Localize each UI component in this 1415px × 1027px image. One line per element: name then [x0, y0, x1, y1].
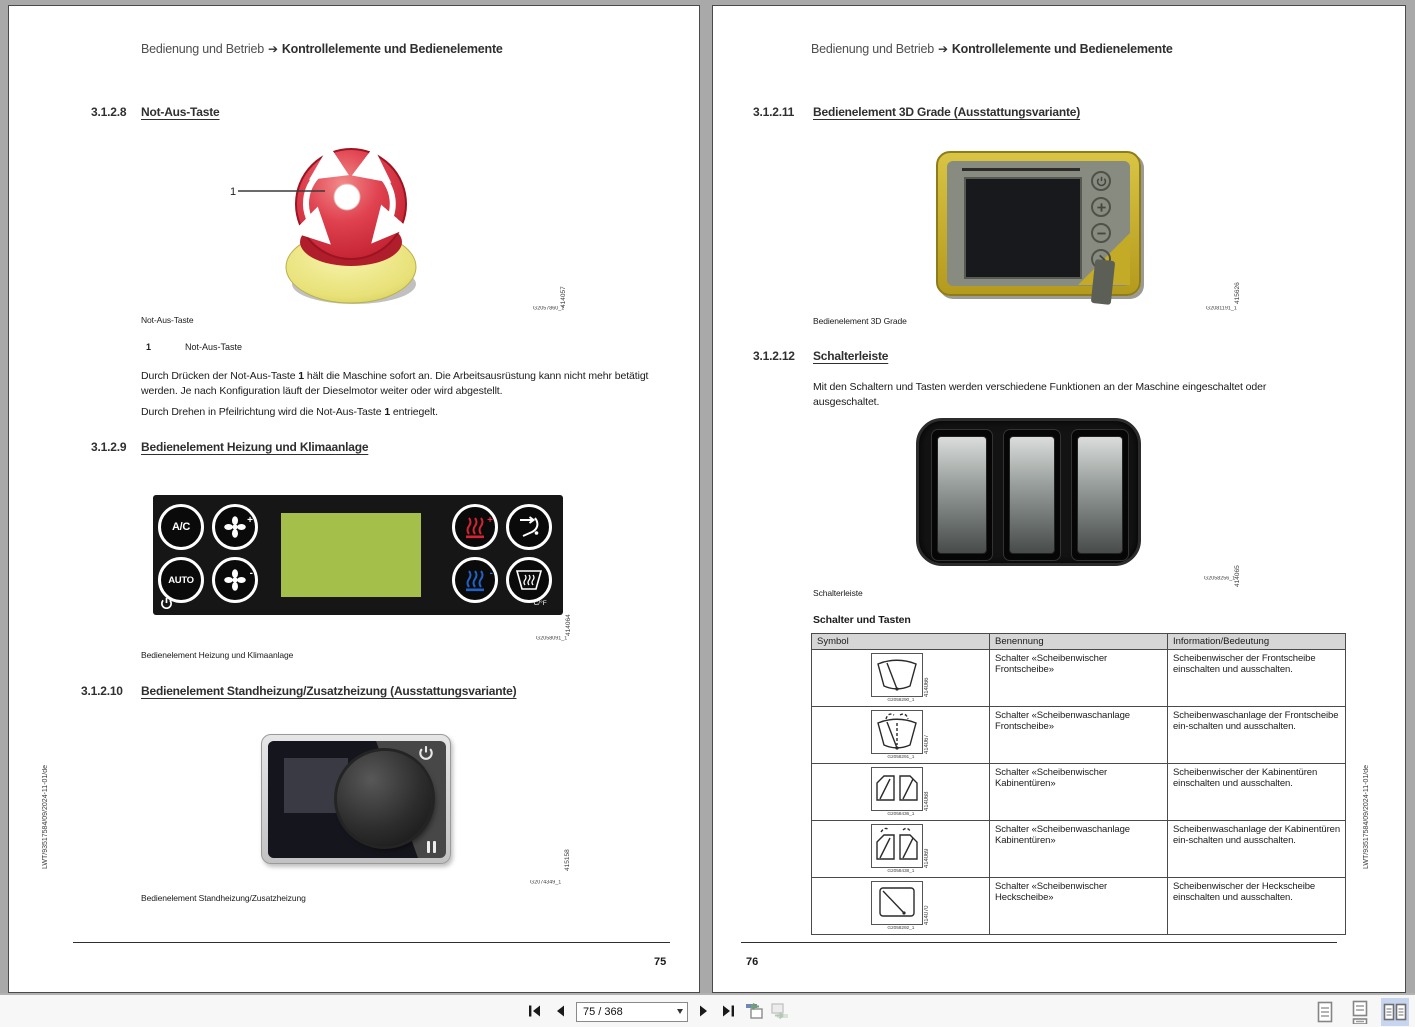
fan-icon — [223, 515, 247, 539]
previous-view-button[interactable] — [742, 999, 766, 1023]
table-row: 414067 G2058291_1 Schalter «Scheibenwaschanlage Frontscheibe» Scheibenwaschanlage der Frontscheibe ein-schalten und ausschalten. — [812, 707, 1346, 764]
washer-front-symbol — [871, 710, 923, 754]
page-title: Kontrollelemente und Bedienelemente — [281, 42, 503, 56]
switch-info: Scheibenwischer der Kabinentüren einschalten und ausschalten. — [1168, 764, 1346, 821]
figure-caption: Bedienelement Standheizung/Zusatzheizung — [141, 893, 306, 903]
section-number: 3.1.2.11 — [753, 105, 795, 119]
table-row: 414070 G2058292_1 Schalter «Scheibenwischer Heckscheibe» Scheibenwischer der Heckscheibe einschalten und ausschalten. — [812, 878, 1346, 935]
hvac-control-panel-image — [153, 495, 563, 615]
document-page-right — [712, 5, 1406, 993]
air-direction-button — [506, 504, 552, 550]
breadcrumb — [141, 42, 503, 56]
breadcrumb — [811, 42, 1173, 56]
wiper-front-symbol — [871, 653, 923, 697]
continuous-view-icon — [1352, 1000, 1368, 1024]
paragraph — [141, 369, 667, 398]
figure-code: G2058256_1 — [1204, 576, 1236, 582]
previous-view-icon — [744, 1002, 764, 1020]
defrost-button — [506, 557, 552, 603]
grade-screen — [964, 177, 1082, 279]
paragraph-text: hält die Maschine sofort an. Die Arbeitsausrüstung kann nicht mehr betätigt werden. Je nach Konfiguration läuft der Dieselmotor weiter oder wird abgestellt. — [141, 370, 649, 397]
fan-icon — [223, 568, 247, 592]
figure-id-vertical: 414064 — [565, 614, 572, 636]
section-number: 3.1.2.8 — [91, 105, 127, 119]
section-number: 3.1.2.10 — [81, 684, 123, 698]
figure-id-vertical: 414065 — [1234, 565, 1241, 587]
heat-icon — [462, 514, 488, 540]
pdf-viewer-toolbar — [0, 993, 1415, 1027]
auxiliary-heater-control-image — [261, 734, 451, 864]
section-title-heizung-klimaanlage: Bedienelement Heizung und Klimaanlage — [141, 440, 369, 454]
page-number: 76 — [746, 956, 759, 968]
switch-name: Schalter «Scheibenwaschanlage Kabinentüren» — [990, 821, 1168, 878]
grade-slot — [962, 168, 1080, 171]
last-page-button[interactable] — [716, 999, 740, 1023]
single-page-view-button[interactable] — [1311, 998, 1339, 1026]
paragraph: Mit den Schaltern und Tasten werden verschiedene Funktionen an der Maschine eingeschaltet oder ausgeschaltet. — [813, 381, 1267, 408]
heater-rotary-knob — [337, 751, 432, 846]
next-page-icon — [698, 1004, 710, 1018]
table-header-row — [812, 634, 1346, 650]
figure-id-vertical: 415158 — [564, 849, 571, 871]
section-title-schalterleiste: Schalterleiste — [813, 349, 889, 363]
fan-minus-button: - — [212, 557, 258, 603]
figure-caption: Not-Aus-Taste — [141, 315, 194, 325]
next-view-button[interactable] — [768, 999, 792, 1023]
defrost-icon — [515, 568, 543, 592]
heater-pause-marks — [427, 841, 436, 853]
figure-caption: Schalterleiste — [813, 588, 863, 598]
footer-rule — [73, 942, 670, 943]
figure-caption: Bedienelement Heizung und Klimaanlage — [141, 650, 294, 660]
grade-plus-button — [1091, 197, 1111, 217]
switch-info: Scheibenwischer der Frontscheibe einschalten und ausschalten. — [1168, 650, 1346, 707]
breadcrumb-section: Bedienung und Betrieb — [811, 42, 934, 56]
rocker-switch — [1071, 429, 1129, 561]
first-page-button[interactable] — [522, 999, 546, 1023]
page-number-combobox[interactable] — [576, 1002, 688, 1022]
figure-code: G2074349_1 — [530, 880, 562, 886]
footer-rule — [741, 942, 1337, 943]
document-code-vertical: LWT/93517584/09/2024-11-01/de — [1363, 764, 1370, 869]
figure-id-vertical: 415626 — [1234, 282, 1241, 304]
paragraph-text: entriegelt. — [390, 406, 438, 418]
section-title-not-aus-taste: Not-Aus-Taste — [141, 105, 220, 119]
hvac-display-screen — [281, 513, 421, 597]
ac-button: A/C — [158, 504, 204, 550]
first-page-icon — [527, 1004, 542, 1018]
heat-plus-button: + — [452, 504, 498, 550]
col-information: Information/Bedeutung — [1168, 634, 1346, 650]
last-page-icon — [721, 1004, 736, 1018]
heat-minus-button: - — [452, 557, 498, 603]
plus-icon — [1096, 202, 1107, 213]
section-number: 3.1.2.12 — [753, 349, 795, 363]
section-number: 3.1.2.9 — [91, 440, 127, 454]
page-number: 75 — [654, 956, 667, 968]
facing-pages-view-icon — [1383, 1002, 1407, 1022]
grade-power-button — [1091, 171, 1111, 191]
legend-label: Not-Aus-Taste — [185, 342, 243, 352]
paragraph — [141, 405, 667, 420]
figure-code: G2057860_1 — [533, 306, 565, 312]
figure-code: G2081191_1 — [1206, 306, 1237, 312]
paragraph-text: Durch Drücken der Not-Aus-Taste — [141, 370, 299, 382]
wiper-rear-symbol — [871, 881, 923, 925]
auto-button: AUTO — [158, 557, 204, 603]
switch-name: Schalter «Scheibenwischer Kabinentüren» — [990, 764, 1168, 821]
grade-mount-clip — [1091, 259, 1115, 305]
power-icon — [160, 597, 173, 610]
air-direction-icon — [516, 514, 542, 540]
col-symbol: Symbol — [812, 634, 990, 650]
wiper-cabin-doors-symbol — [871, 767, 923, 811]
figure-code: G2058091_1 — [536, 636, 568, 642]
emergency-stop-button-image — [224, 136, 476, 308]
power-icon — [418, 745, 434, 761]
rocker-switch — [1003, 429, 1061, 561]
page-number-input[interactable] — [576, 1002, 688, 1022]
previous-page-button[interactable] — [548, 999, 572, 1023]
power-icon — [1096, 176, 1107, 187]
previous-page-icon — [554, 1004, 566, 1018]
table-row: 414066 G2058290_1 Schalter «Scheibenwischer Frontscheibe» Scheibenwischer der Frontscheibe einschalten und ausschalten. — [812, 650, 1346, 707]
table-heading: Schalter und Tasten — [813, 614, 911, 626]
rocker-switch — [931, 429, 993, 561]
figure-id-vertical: 414057 — [560, 286, 567, 308]
combobox-dropdown-icon[interactable] — [677, 1009, 683, 1014]
paragraph-text: Durch Drehen in Pfeilrichtung wird die Not-Aus-Taste — [141, 406, 385, 418]
figure-caption: Bedienelement 3D Grade — [813, 316, 907, 326]
paragraph-bold-ref: 1 — [384, 406, 391, 418]
document-page-left — [8, 5, 700, 993]
fan-plus-button: + — [212, 504, 258, 550]
section-title-standheizung: Bedienelement Standheizung/Zusatzheizung (Ausstattungsvariante) — [141, 684, 517, 698]
single-page-view-icon — [1317, 1001, 1333, 1023]
page-title: Kontrollelemente und Bedienelemente — [951, 42, 1173, 56]
next-view-icon — [770, 1002, 790, 1020]
switch-info: Scheibenwischer der Heckscheibe einschalten und ausschalten. — [1168, 878, 1346, 935]
paragraph-bold-ref: 1 — [298, 370, 305, 382]
figure-callout-1: 1 — [230, 186, 237, 198]
temperature-unit-label: °C/°F — [531, 600, 547, 607]
col-benennung: Benennung — [990, 634, 1168, 650]
section-title-3d-grade: Bedienelement 3D Grade (Ausstattungsvariante) — [813, 105, 1081, 119]
switch-panel-image — [916, 418, 1141, 566]
document-code-vertical: LWT/93517584/09/2024-11-01/de — [42, 764, 49, 869]
breadcrumb-arrow-icon: ➔ — [268, 42, 278, 56]
switch-info: Scheibenwaschanlage der Kabinentüren ein-schalten und ausschalten. — [1168, 821, 1346, 878]
heat-icon — [462, 567, 488, 593]
page-layout-buttons — [1311, 998, 1409, 1026]
facing-pages-view-button[interactable] — [1381, 998, 1409, 1026]
table-row: 414068 G2058436_1 Schalter «Scheibenwischer Kabinentüren» Scheibenwischer der Kabinentüren einschalten und ausschalten. — [812, 764, 1346, 821]
switches-table — [811, 633, 1346, 935]
grade-display-image — [936, 151, 1141, 296]
grade-minus-button — [1091, 223, 1111, 243]
figure-legend — [146, 342, 242, 352]
switch-name: Schalter «Scheibenwischer Frontscheibe» — [990, 650, 1168, 707]
switch-name: Schalter «Scheibenwaschanlage Frontscheibe» — [990, 707, 1168, 764]
switch-info: Scheibenwaschanlage der Frontscheibe ein-schalten und ausschalten. — [1168, 707, 1346, 764]
continuous-view-button[interactable] — [1346, 998, 1374, 1026]
legend-number: 1 — [146, 342, 152, 352]
washer-cabin-doors-symbol — [871, 824, 923, 868]
minus-icon — [1096, 228, 1107, 239]
next-page-button[interactable] — [692, 999, 716, 1023]
breadcrumb-section: Bedienung und Betrieb — [141, 42, 264, 56]
breadcrumb-arrow-icon: ➔ — [938, 42, 948, 56]
table-row: 414069 G2058438_1 Schalter «Scheibenwaschanlage Kabinentüren» Scheibenwaschanlage der Kabinentüren ein-schalten und ausschalten. — [812, 821, 1346, 878]
switch-name: Schalter «Scheibenwischer Heckscheibe» — [990, 878, 1168, 935]
